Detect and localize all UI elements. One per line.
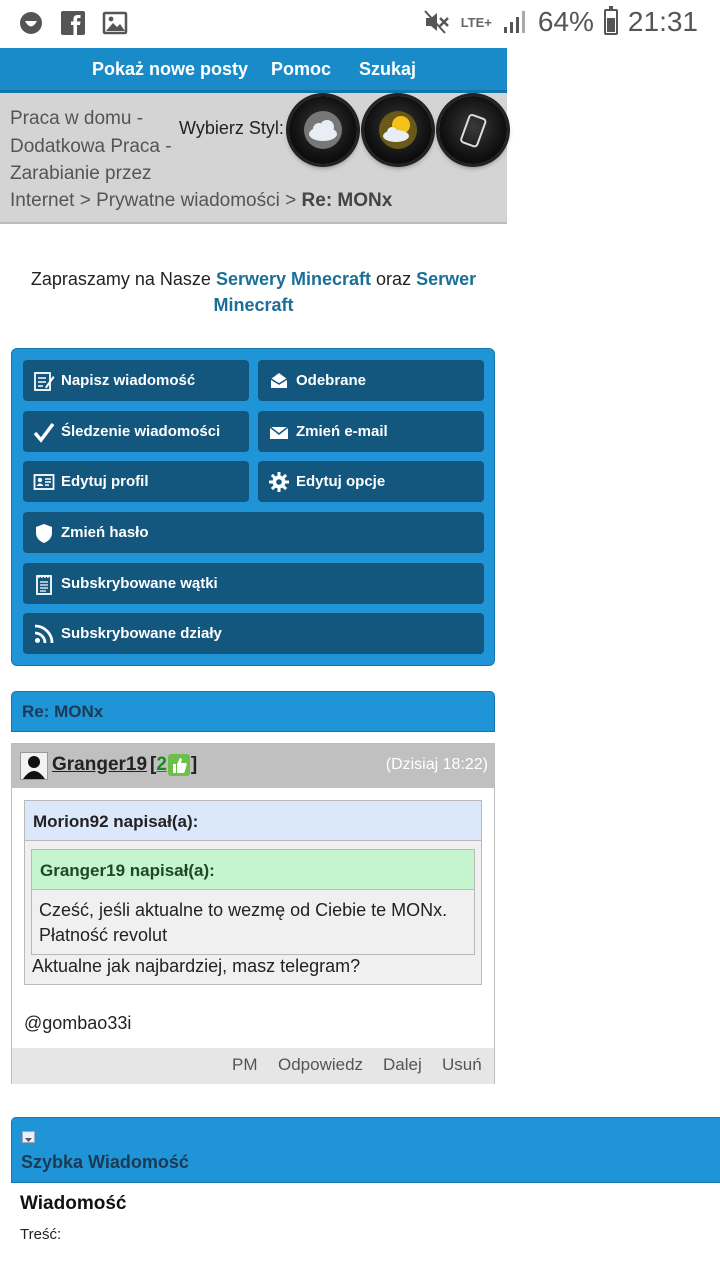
breadcrumb-current: Re: MONx [301, 190, 393, 211]
quote-inner-author: Granger19 napisał(a): [32, 850, 474, 890]
breadcrumb-forum-link[interactable]: Praca w domu - Dodatkowa Praca - Zarabianie przez [10, 108, 172, 184]
edit-options-label: Edytuj opcje [296, 473, 386, 490]
breadcrumb-forum-link-end[interactable]: Internet [10, 190, 75, 211]
facebook-icon [60, 10, 86, 36]
edit-profile-button[interactable] [23, 461, 249, 502]
mute-icon [423, 9, 451, 35]
write-message-label: Napisz wiadomość [61, 372, 196, 389]
style-sunny-button[interactable] [364, 96, 432, 164]
style-cloudy-button[interactable] [289, 96, 357, 164]
thumbs-up-icon[interactable] [168, 754, 190, 776]
reputation: [ 2 ] [150, 754, 198, 775]
change-email-button[interactable] [258, 411, 484, 452]
top-navbar [0, 48, 507, 93]
pm-control-panel [11, 348, 495, 666]
clock: 21:31 [627, 6, 698, 37]
minecraft-servers-link[interactable]: Serwery Minecraft [215, 269, 372, 289]
checkmark-icon [33, 421, 55, 443]
compose-icon [33, 370, 55, 392]
edit-options-button[interactable] [258, 461, 484, 502]
sun-cloud-icon [378, 110, 418, 150]
quote-inner-text: Cześć, jeśli aktualne to wezmę od Ciebie te MONx. Płatność revolut [39, 900, 448, 945]
quote-inner [31, 849, 475, 955]
breadcrumb-bar [0, 93, 507, 224]
signal-icon [502, 9, 528, 35]
rss-icon [33, 623, 55, 645]
breadcrumb-separator: > [285, 190, 297, 211]
message-heading: Wiadomość [20, 1193, 127, 1214]
track-messages-label: Śledzenie wiadomości [61, 423, 221, 440]
envelope-open-icon [268, 370, 290, 392]
quick-message-title: Szybka Wiadomość [21, 1152, 189, 1172]
post-date: (Dzisiaj 18:22) [385, 756, 488, 773]
id-card-icon [33, 471, 55, 493]
avatar[interactable] [20, 752, 48, 780]
shield-icon [33, 522, 55, 544]
quick-message-bar [11, 1117, 720, 1183]
network-type: LTE+ [460, 14, 492, 30]
collapse-toggle-icon[interactable] [22, 1131, 35, 1143]
post-actions [12, 1048, 494, 1084]
battery-icon [604, 9, 618, 35]
reputation-count[interactable]: 2 [156, 754, 167, 775]
change-password-button[interactable] [23, 512, 484, 553]
delete-link[interactable]: Usuń [442, 1055, 482, 1074]
post [11, 743, 495, 1084]
quote-outer-author: Morion92 napisał(a): [25, 801, 481, 841]
subscribed-threads-label: Subskrybowane wątki [61, 575, 218, 592]
style-selector-label: Wybierz Styl: [179, 118, 284, 138]
nav-search[interactable]: Szukaj [359, 59, 417, 79]
post-header [12, 744, 494, 788]
pm-link[interactable]: PM [232, 1055, 258, 1074]
minecraft-invite [0, 266, 507, 318]
battery-percent: 64% [537, 6, 594, 37]
inbox-label: Odebrane [296, 372, 367, 389]
nav-new-posts[interactable]: Pokaż nowe posty [92, 59, 249, 79]
minecraft-server-link[interactable]: Serwer Minecraft [213, 269, 477, 315]
breadcrumb [10, 187, 392, 214]
envelope-icon [268, 421, 290, 443]
change-email-label: Zmień e-mail [296, 423, 388, 440]
notepad-icon [33, 573, 55, 595]
track-messages-button[interactable] [23, 411, 249, 452]
forward-link[interactable]: Dalej [383, 1055, 422, 1074]
quote-outer [24, 800, 482, 985]
inbox-button[interactable] [258, 360, 484, 401]
invite-text: Zapraszamy na Nasze [30, 269, 211, 289]
quote-outer-text: Aktualne jak najbardziej, masz telegram? [32, 956, 361, 976]
gallery-icon [102, 10, 128, 36]
breadcrumb-private-messages[interactable]: Prywatne wiadomości [96, 190, 280, 211]
subscribed-threads-button[interactable] [23, 563, 484, 604]
user-silhouette-icon [21, 753, 47, 779]
phone-icon [453, 110, 493, 150]
style-mobile-button[interactable] [439, 96, 507, 164]
change-password-label: Zmień hasło [61, 524, 149, 541]
gear-icon [268, 471, 290, 493]
post-author-link[interactable]: Granger19 [52, 754, 148, 775]
invite-text-and: oraz [376, 269, 412, 289]
cloud-icon [303, 110, 343, 150]
notification-icon [18, 10, 44, 36]
post-message: @gombao33i [24, 1013, 132, 1033]
edit-profile-label: Edytuj profil [61, 473, 149, 490]
nav-help[interactable]: Pomoc [271, 59, 332, 79]
write-message-button[interactable] [23, 360, 249, 401]
reply-link[interactable]: Odpowiedz [278, 1055, 364, 1074]
post-title-bar: Re: MONx [11, 691, 495, 732]
status-bar [0, 0, 720, 48]
breadcrumb-separator: > [79, 190, 91, 211]
subscribed-forums-label: Subskrybowane działy [61, 625, 222, 642]
subscribed-forums-button[interactable] [23, 613, 484, 654]
message-body-label: Treść: [20, 1226, 62, 1243]
